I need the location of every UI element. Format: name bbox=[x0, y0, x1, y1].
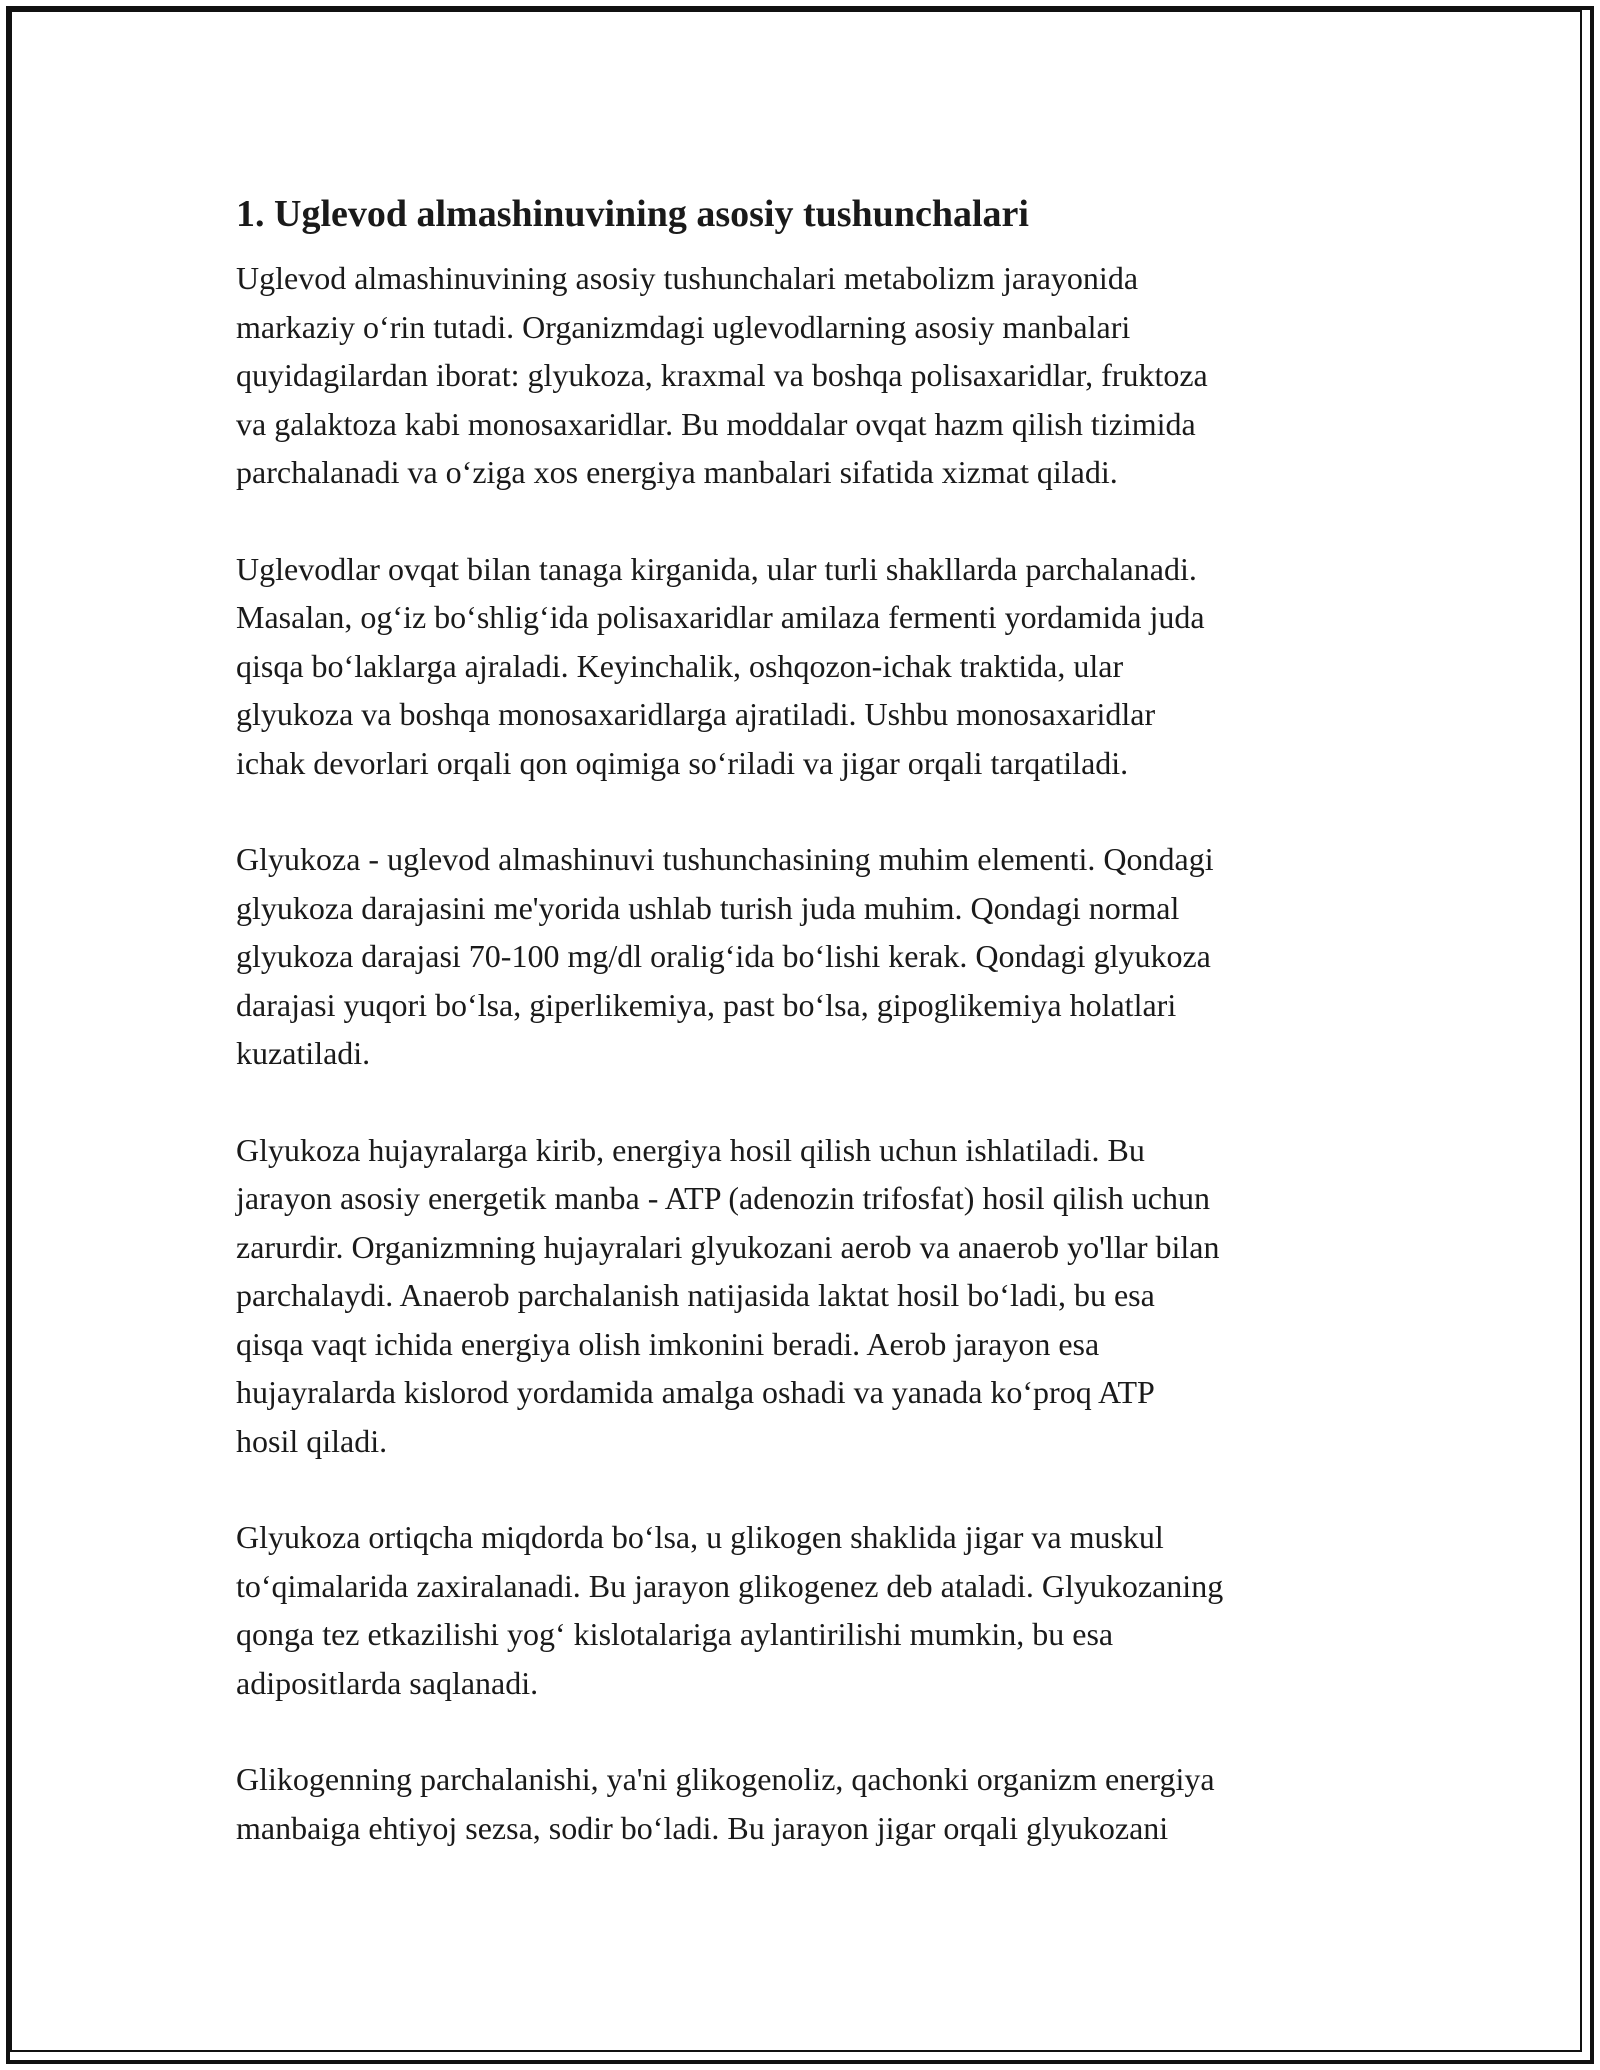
text-line: Glyukoza ortiqcha miqdorda bo‘lsa, u glikogen shaklida jigar va muskul bbox=[236, 1519, 1164, 1555]
text-line: hosil qiladi. bbox=[236, 1422, 388, 1459]
text-line: parchalaydi. Anaerob parchalanish natijasida laktat hosil bo‘ladi, bu esa bbox=[236, 1277, 1155, 1313]
text-line: zarurdir. Organizmning hujayralari glyukozani aerob va anaerob yo'llar bilan bbox=[236, 1228, 1220, 1265]
paragraph bbox=[236, 1513, 1396, 1707]
paragraph bbox=[236, 1126, 1396, 1466]
text-line: qisqa bo‘laklarga ajraladi. Keyinchalik, oshqozon-ichak traktida, ular bbox=[236, 647, 1124, 684]
paragraph bbox=[236, 545, 1396, 788]
text-line: glyukoza darajasi 70-100 mg/dl oralig‘ida bo‘lishi kerak. Qondagi glyukoza bbox=[236, 938, 1211, 974]
paragraph bbox=[236, 1755, 1396, 1852]
text-line: kuzatiladi. bbox=[236, 1035, 371, 1071]
paragraph bbox=[236, 254, 1396, 497]
text-line: adipositlarda saqlanadi. bbox=[236, 1664, 539, 1701]
text-line: qisqa vaqt ichida energiya olish imkonini beradi. Aerob jarayon esa bbox=[236, 1325, 1100, 1362]
text-line: darajasi yuqori bo‘lsa, giperlikemiya, past bo‘lsa, gipoglikemiya holatlari bbox=[236, 986, 1177, 1023]
text-line: hujayralarda kislorod yordamida amalga oshadi va yanada ko‘proq ATP bbox=[236, 1374, 1155, 1410]
text-line: parchalanadi va o‘ziga xos energiya manbalari sifatida xizmat qiladi. bbox=[236, 454, 1118, 490]
document-body bbox=[236, 188, 1396, 1900]
text-line: quyidagilardan iborat: glyukoza, kraxmal va boshqa polisaxaridlar, fruktoza bbox=[236, 357, 1208, 393]
text-line: Glyukoza - uglevod almashinuvi tushunchasining muhim elementi. Qondagi bbox=[236, 841, 1214, 877]
text-line: va galaktoza kabi monosaxaridlar. Bu moddalar ovqat hazm qilish tizimida bbox=[236, 405, 1196, 442]
paragraph-list bbox=[236, 254, 1396, 1852]
text-line: manbaiga ehtiyoj sezsa, sodir bo‘ladi. Bu jarayon jigar orqali glyukozani bbox=[236, 1809, 1169, 1846]
section-heading: 1. Uglevod almashinuvining asosiy tushunchalari bbox=[236, 193, 1029, 235]
text-line: jarayon asosiy energetik manba - ATP (adenozin trifosfat) hosil qilish uchun bbox=[236, 1180, 1210, 1216]
text-line: glyukoza darajasini me'yorida ushlab turish juda muhim. Qondagi normal bbox=[236, 889, 1180, 926]
text-line: qonga tez etkazilishi yog‘ kislotalariga aylantirilishi mumkin, bu esa bbox=[236, 1616, 1114, 1652]
paragraph bbox=[236, 835, 1396, 1078]
text-line: glyukoza va boshqa monosaxaridlarga ajratiladi. Ushbu monosaxaridlar bbox=[236, 696, 1156, 732]
text-line: to‘qimalarida zaxiralanadi. Bu jarayon glikogenez deb ataladi. Glyukozaning bbox=[236, 1567, 1224, 1604]
text-line: Glyukoza hujayralarga kirib, energiya hosil qilish uchun ishlatiladi. Bu bbox=[236, 1131, 1145, 1168]
text-line: Uglevod almashinuvining asosiy tushunchalari metabolizm jarayonida bbox=[236, 260, 1139, 296]
text-line: Masalan, og‘iz bo‘shlig‘ida polisaxaridlar amilaza fermenti yordamida juda bbox=[236, 599, 1205, 635]
text-line: markaziy o‘rin tutadi. Organizmdagi uglevodlarning asosiy manbalari bbox=[236, 308, 1131, 345]
text-line: ichak devorlari orqali qon oqimiga so‘riladi va jigar orqali tarqatiladi. bbox=[236, 744, 1129, 781]
text-line: Uglevodlar ovqat bilan tanaga kirganida, ular turli shakllarda parchalanadi. bbox=[236, 550, 1197, 587]
text-line: Glikogenning parchalanishi, ya'ni glikogenoliz, qachonki organizm energiya bbox=[236, 1761, 1215, 1797]
